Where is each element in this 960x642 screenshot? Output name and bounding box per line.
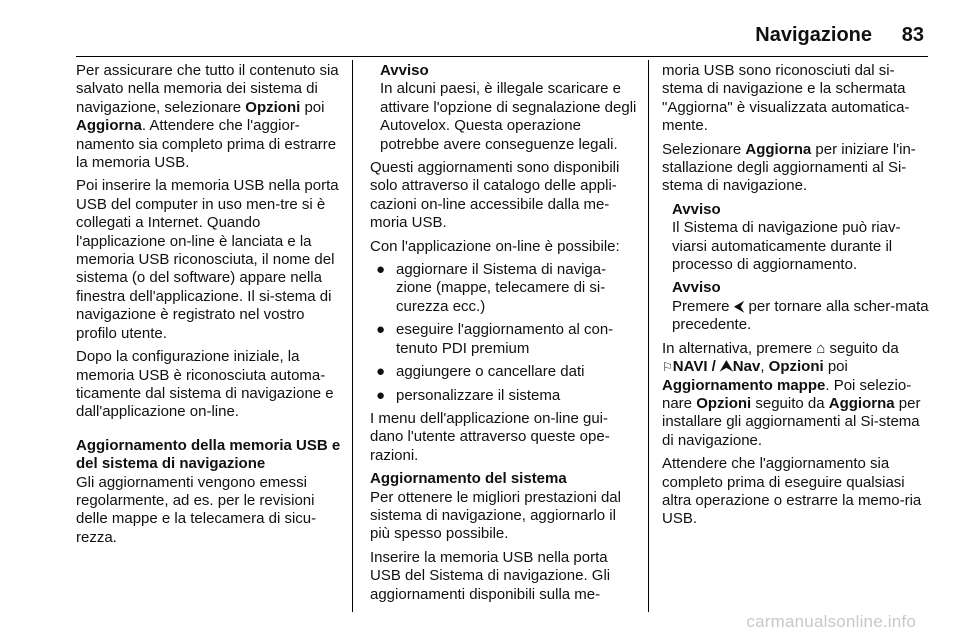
paragraph: Per ottenere le migliori prestazioni dal sistema di navigazione, aggiornarlo il più spesso possibile. [370,488,621,543]
note-title: Avviso [672,200,721,218]
back-arrow-icon: ⮜ [733,297,745,315]
list-item: ● personalizzare il sistema [376,386,561,404]
paragraph: Per assicurare che tutto il contenuto sia salvato nella memoria dei sistema di navigazione, selezionare Opzioni poi Aggiorna. Attendere che l'aggior-namento sia completo prima di estrarre la memoria USB. [76,62,339,172]
paragraph: In alternativa, premere ⌂ seguito da ⚐NAVI / ⮝Nav, Opzioni poi Aggiornamento mappe. Poi selezio-nare Opzioni seguito da Aggiorna per installare gli aggiornamenti al Si-stema di navigazione. [662,339,921,449]
note-box [662,201,930,275]
note-text: In alcuni paesi, è illegale scaricare e attivare l'opzione di segnalazione degli Autovelox. Questa operazione potrebbe avere conseguenze legali. [380,80,637,153]
note-text: Premere ⮜ per tornare alla scher-mata precedente. [672,297,929,334]
page-number: 83 [901,24,924,46]
header-rule [76,56,928,57]
list-item: ● eseguire l'aggiornamento al con-tenuto PDI premium [376,321,614,357]
section-heading: Aggiornamento della memoria USB e del sistema di navigazione [76,436,341,473]
section-heading: Aggiornamento del sistema [370,470,567,488]
list-item: ● aggiornare il Sistema di naviga-zione (mappe, telecamere di si-curezza ecc.) [376,261,607,315]
paragraph: Con l'applicazione on-line è possibile: [370,237,620,255]
column-2 [370,62,638,609]
column-3 [662,62,930,534]
bullet-icon: ● [376,261,386,279]
paragraph: Questi aggiornamenti sono disponibili solo attraverso il catalogo delle appli-cazioni on-line accessibile dalla me-moria USB. [370,159,620,232]
paragraph: Poi inserire la memoria USB nella porta USB del computer in uso men-tre si è collegati a Internet. Quando l'applicazione on-line è lanciata e la memoria USB riconosciuta, il nome del sistema (o del software) appare nella finestra dell'applicazione. Il si-stema di navigazione è registrato nel vostro profilo utente. [76,177,339,342]
paragraph: Gli aggiornamenti vengono emessi regolarmente, ad es. per le revisioni delle mappe e la telecamera di sicu-rezza. [76,473,317,546]
navigation-arrow-icon: ⮝ [720,358,733,376]
paragraph: moria USB sono riconosciuti dal si-stema di navigazione e la schermata "Aggiorna" è visualizzata automatica-mente. [662,62,910,135]
note-box [370,62,638,154]
note-title: Avviso [672,279,721,297]
paragraph: Attendere che l'aggiornamento sia completo prima di eseguire qualsiasi altra operazione o estrarre la memo-ria USB. [662,455,922,528]
flag-icon: ⚐ [662,360,673,375]
paragraph: Selezionare Aggiorna per iniziare l'in-stallazione degli aggiornamenti al Si-stema di navigazione. [662,140,916,195]
paragraph: Dopo la configurazione iniziale, la memoria USB è riconosciuta automa-ticamente dal sistema di navigazione e dall'applicazione on-line. [76,348,334,421]
section-title: Navigazione [755,24,872,46]
column-1 [76,62,342,552]
paragraph: I menu dell'applicazione on-line gui-dano l'utente attraverso queste ope-razioni. [370,409,610,464]
bullet-icon: ● [376,386,386,404]
note-title: Avviso [380,62,429,79]
bullet-icon: ● [376,321,386,339]
column-divider-1 [352,60,353,612]
home-icon: ⌂ [816,339,826,357]
watermark: carmanualsonline.info [746,612,916,631]
list-item: ● aggiungere o cancellare dati [376,363,585,381]
column-divider-2 [648,60,649,612]
feature-list [370,261,638,405]
page-header [0,0,960,56]
paragraph: Inserire la memoria USB nella porta USB del Sistema di navigazione. Gli aggiornamenti disponibili sulla me- [370,548,611,603]
note-text: Il Sistema di navigazione può riav-viarsi automaticamente durante il processo di aggiornamento. [672,219,901,274]
note-box [662,279,930,334]
bullet-icon: ● [376,363,386,381]
